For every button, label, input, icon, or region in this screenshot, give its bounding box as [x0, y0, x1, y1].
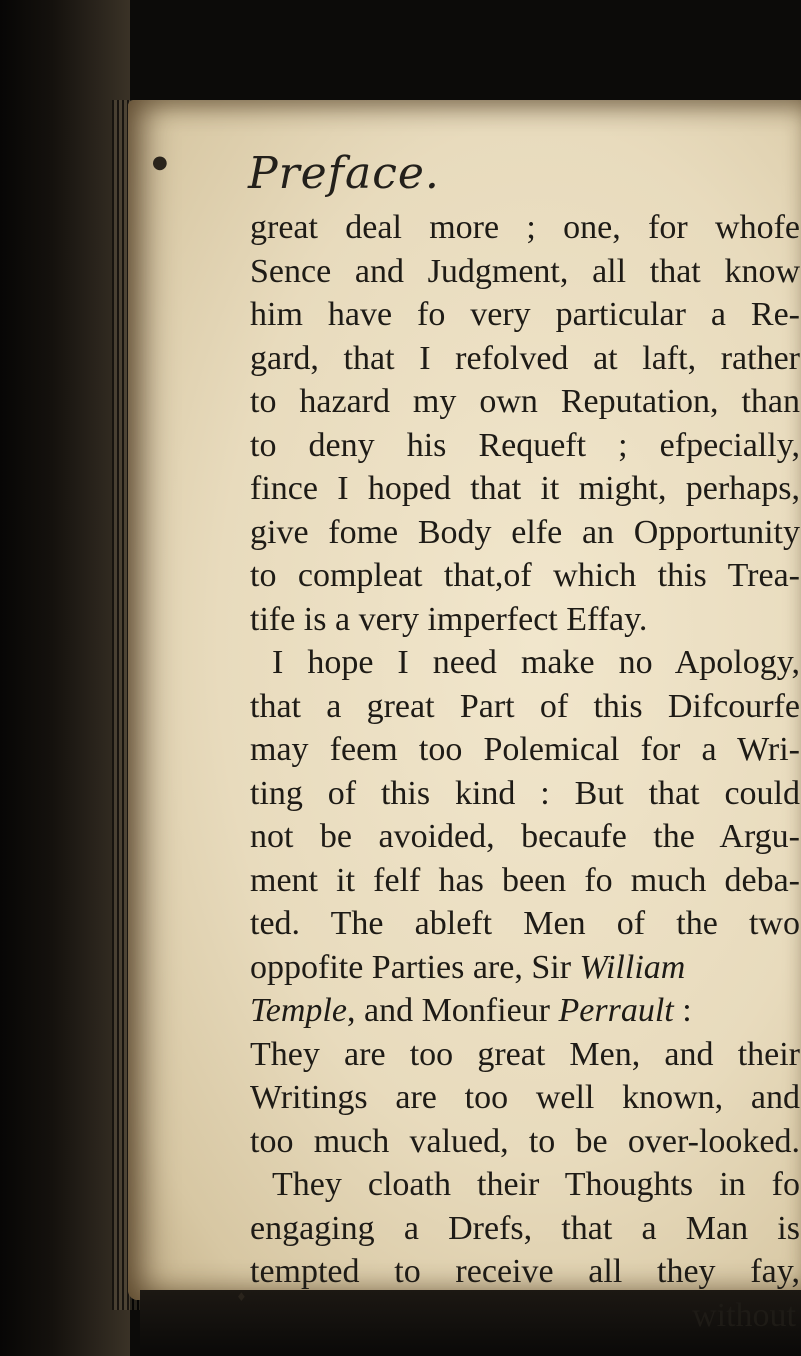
text-line: may feem too Polemical for a Wri-	[250, 731, 800, 768]
text-line: engaging a Drefs, that a Man is	[250, 1209, 800, 1247]
book-binding	[0, 0, 130, 1356]
text-line	[250, 946, 800, 990]
text-line: to hazard my own Reputation, than	[250, 383, 800, 420]
text-line: that a great Part of this Difcourfe	[250, 687, 800, 725]
text-line: ted. The ableft Men of the two	[250, 905, 800, 942]
text-line: to compleat that,of which this Trea-	[250, 557, 800, 594]
text-line: They are too great Men, and their	[250, 1035, 800, 1073]
text-line: great deal more ; one, for whofe	[250, 209, 800, 246]
text-segment: , and Monfieur	[346, 992, 550, 1029]
name-perrault: Perrault	[558, 992, 674, 1029]
text-line: tife is a very imperfect Effay.	[250, 600, 648, 638]
text-line: ting of this kind : But that could	[250, 774, 800, 812]
text-line: give fome Body elfe an Opportunity	[250, 513, 800, 551]
ink-speck: ♦	[236, 1290, 247, 1304]
text-segment: :	[673, 992, 692, 1029]
name-william: William	[579, 948, 686, 986]
ink-speck: ●	[152, 152, 168, 173]
text-line: I hope I need make no Apology,	[272, 644, 800, 681]
text-line: They cloath their Thoughts in fo	[272, 1166, 800, 1203]
text-segment: oppofite Parties are, Sir	[250, 948, 572, 986]
name-temple: Temple	[250, 992, 347, 1029]
text-line: too much valued, to be over-looked.	[250, 1122, 800, 1160]
text-line: him have fo very particular a Re-	[250, 296, 800, 333]
text-line: Sence and Judgment, all that know	[250, 252, 800, 290]
text-line: to deny his Requeft ; efpecially,	[250, 426, 800, 464]
running-head: Preface.	[248, 148, 440, 199]
text-line: Writings are too well known, and	[250, 1079, 800, 1116]
text-line: ment it felf has been fo much deba-	[250, 861, 800, 899]
text-line	[250, 989, 800, 1033]
body-text	[250, 206, 800, 1337]
text-line: fince I hoped that it might, perhaps,	[250, 470, 800, 507]
catchword: without	[692, 1296, 796, 1334]
text-line: gard, that I refolved at laft, rather	[250, 339, 800, 377]
text-line: not be avoided, becaufe the Argu-	[250, 818, 800, 855]
text-line: tempted to receive all they fay,	[250, 1253, 800, 1290]
